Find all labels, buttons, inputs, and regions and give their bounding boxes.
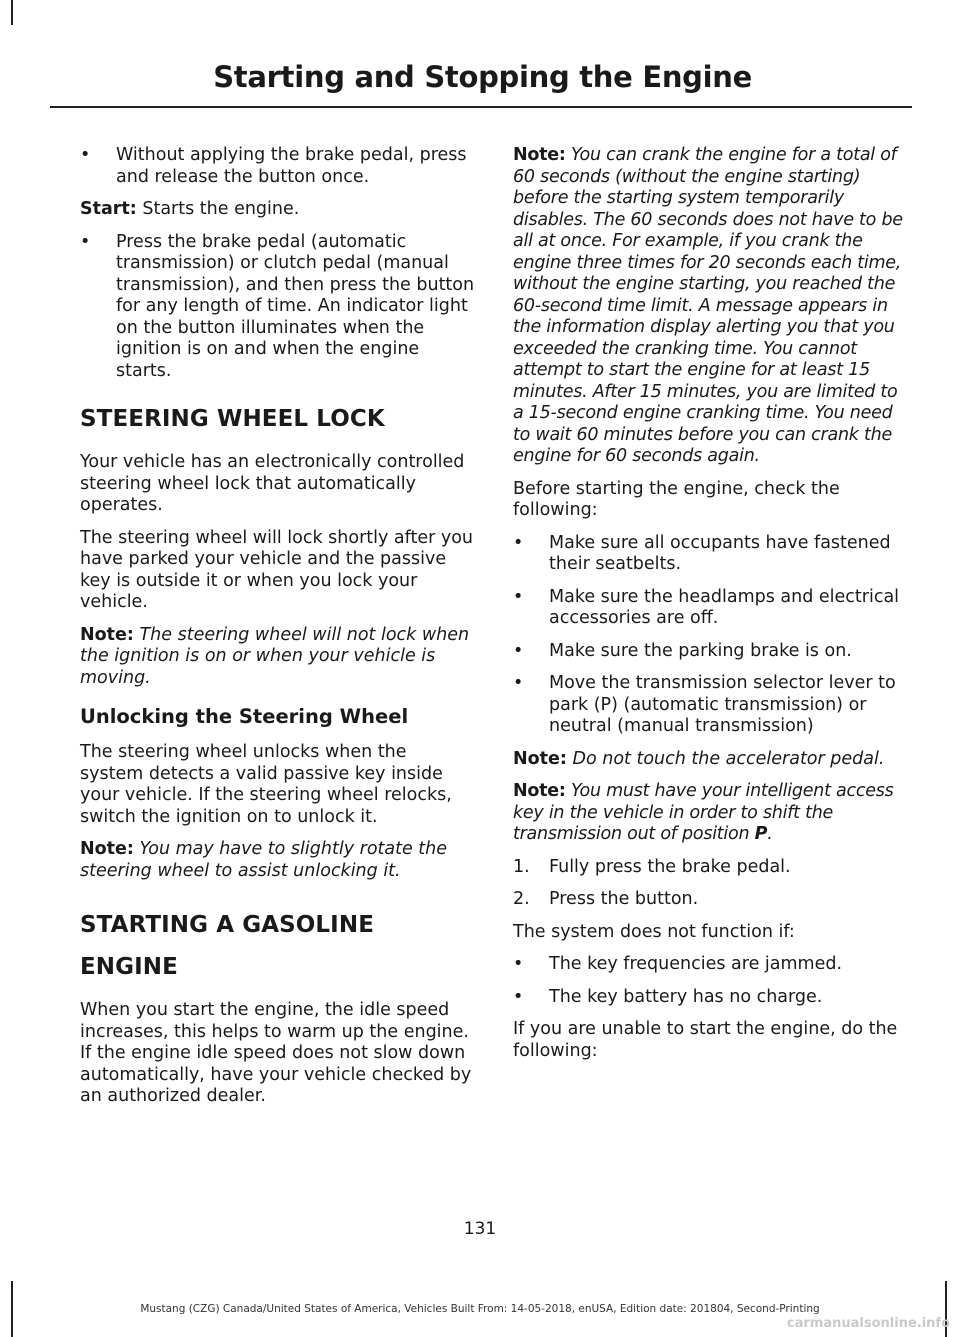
start-text: Starts the engine. <box>142 199 300 219</box>
list-item <box>513 987 908 1009</box>
position-letter: P <box>754 824 768 844</box>
paragraph: Before starting the engine, check the following: <box>513 478 840 520</box>
watermark: carmanualsonline.info <box>786 1316 950 1331</box>
list-item <box>513 641 908 663</box>
note <box>513 145 908 468</box>
list-item <box>513 954 908 976</box>
note-label: Note: <box>513 145 566 165</box>
bullet-marker: • <box>513 640 524 661</box>
list-item <box>513 587 908 630</box>
step-text: Fully press the brake pedal. <box>549 856 791 877</box>
bullet-marker: • <box>513 986 524 1007</box>
note-text: The steering wheel will not lock when the ignition is on or when your vehicle is moving. <box>80 624 470 688</box>
section-heading-steering-lock: STEERING WHEEL LOCK <box>80 406 385 432</box>
note-end: . <box>767 824 773 844</box>
list-item <box>513 673 908 738</box>
start-label: Start: <box>80 199 137 219</box>
page-number: 131 <box>463 1219 497 1239</box>
heading-line-1: STARTING A GASOLINE <box>80 912 375 938</box>
paragraph: The steering wheel will lock shortly after you have parked your vehicle and the passive key is outside it or when you lock your vehicle. <box>80 527 474 612</box>
note <box>80 625 475 690</box>
paragraph: Your vehicle has an electronically controlled steering wheel lock that automatically operates. <box>80 452 465 515</box>
list-item <box>80 232 475 383</box>
bullet-marker: • <box>513 532 524 553</box>
list-item <box>513 533 908 576</box>
list-item <box>80 145 475 188</box>
bullet-text: The key frequencies are jammed. <box>549 954 843 974</box>
subheading-unlocking: Unlocking the Steering Wheel <box>80 705 409 728</box>
step-text: Press the button. <box>549 889 699 909</box>
paragraph: If you are unable to start the engine, do the following: <box>513 1019 898 1061</box>
bullet-text: Move the transmission selector lever to park (P) (automatic transmission) or neutral (manual transmission) <box>549 673 896 736</box>
page-title: Starting and Stopping the Engine <box>213 60 752 94</box>
note-text: You must have your intelligent access key in the vehicle in order to shift the transmission out of position <box>513 781 894 844</box>
note <box>80 839 475 882</box>
start-paragraph <box>80 199 475 221</box>
note-text: You may have to slightly rotate the steering wheel to assist unlocking it. <box>80 839 448 881</box>
bullet-text: Make sure the parking brake is on. <box>549 640 852 661</box>
step-number: 2. <box>513 889 530 909</box>
note-label: Note: <box>80 624 134 645</box>
bullet-text: Make sure all occupants have fastened their seatbelts. <box>549 532 891 574</box>
bullet-text: The key battery has no charge. <box>549 986 823 1007</box>
footer-text: Mustang (CZG) Canada/United States of America, Vehicles Built From: 14-05-2018, enUSA, Edition date: 201804, Second-Printing <box>140 1303 820 1315</box>
right-column <box>513 145 908 1073</box>
crop-mark-top-left <box>11 0 13 25</box>
paragraph: The system does not function if: <box>513 921 795 942</box>
bullet-marker: • <box>513 673 524 693</box>
paragraph: The steering wheel unlocks when the system detects a valid passive key inside your vehicle. If the steering wheel relocks, switch the ignition on to unlock it. <box>80 742 452 827</box>
note <box>513 749 908 771</box>
bullet-text: Press the brake pedal (automatic transmission) or clutch pedal (manual transmission), and then press the button for any length of time. An indicator light on the button illuminates when the ignition is on and when the engine starts. <box>116 231 475 381</box>
step-number: 1. <box>513 856 530 877</box>
note-text: Do not touch the accelerator pedal. <box>572 748 885 769</box>
note <box>513 781 908 846</box>
step-item <box>513 857 908 879</box>
bullet-marker: • <box>513 586 524 607</box>
left-column <box>80 145 475 1119</box>
bullet-marker: • <box>80 231 91 252</box>
note-label: Note: <box>80 839 134 859</box>
bullet-text: Make sure the headlamps and electrical accessories are off. <box>549 586 900 628</box>
note-label: Note: <box>513 781 566 801</box>
bullet-text: Without applying the brake pedal, press and release the button once. <box>116 145 467 187</box>
note-text: You can crank the engine for a total of 60 seconds (without the engine starting) before the starting system temporarily disables. The 60 seconds does not have to be all at once. For example, if you crank the engine three times for 20 seconds each time, without the engine starting, you reached the 60-second time limit. A message appears in the information display alerting you that you exceeded the cranking time. You cannot attempt to start the engine for at least 15 minutes. After 15 minutes, you are limited to a 15-second engine cranking time. You need to wait 60 minutes before you can crank the engine for 60 seconds again. <box>513 145 903 466</box>
note-label: Note: <box>513 748 567 769</box>
section-heading-gasoline <box>80 910 475 982</box>
header-divider <box>50 106 912 108</box>
step-item <box>513 889 908 911</box>
heading-line-2: ENGINE <box>80 954 178 980</box>
bullet-marker: • <box>513 954 524 974</box>
paragraph: When you start the engine, the idle speed increases, this helps to warm up the engine. If the engine idle speed does not slow down automatically, have your vehicle checked by an authorized dealer. <box>80 1000 472 1106</box>
bullet-marker: • <box>80 145 91 165</box>
